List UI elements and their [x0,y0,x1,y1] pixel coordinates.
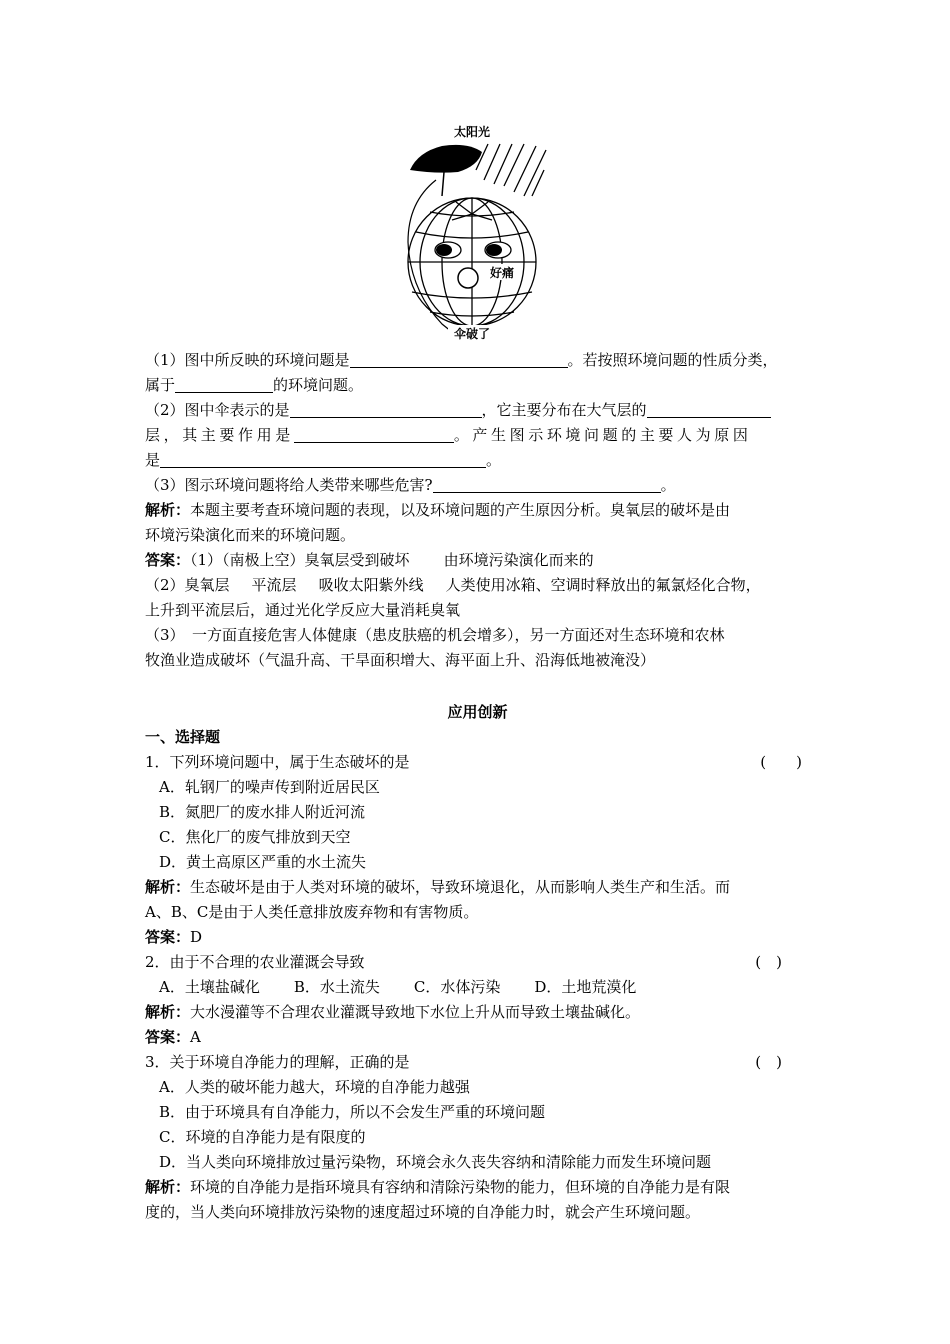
mcq-3-analysis-line-1 [145,1175,810,1200]
mcq-3-option-b[interactable]: B．由于环境具有自净能力，所以不会发生严重的环境问题 [159,1103,546,1121]
mcq-1-answer-paren[interactable]: ( ) [760,753,802,771]
analysis-text: 本题主要考查环境问题的表现，以及环境问题的产生原因分析。臭氧层的破坏是由 [190,501,731,519]
q2-text-cont: ，它主要分布在大气层的 [481,401,647,419]
q2-blank-1[interactable] [290,400,482,418]
mcq-1-option-d[interactable]: D．黄土高原区严重的水土流失 [159,853,367,871]
answer-2-cont: 上升到平流层后，通过光化学反应大量消耗臭氧 [145,601,461,619]
figure-top-label: 太阳光 [453,125,491,139]
answer-label: 答案： [145,928,191,946]
mcq-2-option-a[interactable]: A．土壤盐碱化 [159,978,260,996]
document-body [145,348,810,1225]
mcq-2-option-b[interactable]: B．水土流失 [293,978,380,996]
answer-1a: （1）（南极上空）臭氧层受到破坏 [190,551,410,569]
q2-text-5: 。 [486,451,502,469]
analysis-text-2: 环境污染演化而来的环境问题。 [145,526,356,544]
section-title: 应用创新 [447,703,508,721]
mcq-3-stem-text: 3．关于环境自净能力的理解，正确的是 [145,1053,410,1071]
q2-text-3: 。产生图示环境问题的主要人为原因 [453,426,752,444]
q1-line-2 [145,373,810,398]
part1-analysis-line-1 [145,498,810,523]
answer-3: （3） 一方面直接危害人体健康（患皮肤癌的机会增多），另一方面还对生态环境和农林 [145,626,725,644]
mcq-2-option-d[interactable]: D．土地荒漠化 [534,978,637,996]
figure-bottom-label: 伞破了 [453,327,491,341]
q1-blank-2[interactable] [175,375,273,393]
q1-text-3: 的环境问题。 [273,376,364,394]
answer-2c: 吸收太阳紫外线 [318,576,424,594]
part1-answer-line-3 [145,598,810,623]
answer-1b: 由环境污染演化而来的 [443,551,594,569]
mcq-2-analysis-text: 大水漫灌等不合理农业灌溉导致地下水位上升从而导致土壤盐碱化。 [190,1003,641,1021]
mcq-2-analysis [145,1000,810,1025]
q1-text: （1）图中所反映的环境问题是 [145,351,350,369]
mcq-1-option-b[interactable]: B．氮肥厂的废水排人附近河流 [159,803,366,821]
mcq-1-analysis-text: 生态破坏是由于人类对环境的破坏，导致环境退化，从而影响人类生产和生活。而 [190,878,731,896]
mcq-1-stem-text: 1．下列环境问题中，属于生态破坏的是 [145,753,410,771]
analysis-label: 解析： [145,878,191,896]
answer-3-cont: 牧渔业造成破坏（气温升高、干旱面积增大、海平面上升、沿海低地被淹没） [145,651,656,669]
mcq-1-answer-value: D [190,928,203,946]
answer-label: 答案： [145,1028,191,1046]
mcq-3-analysis-text: 环境的自净能力是指环境具有容纳和清除污染物的能力，但环境的自净能力是有限 [190,1178,731,1196]
mcq-1-analysis-line-2: A、B、C是由于人类任意排放废弃物和有害物质。 [145,903,479,921]
analysis-label: 解析： [145,1003,191,1021]
q3-line [145,473,810,498]
q3-end: 。 [660,476,676,494]
part1-answer-line-5 [145,648,810,673]
q2-line-3 [145,448,810,473]
part1-answer-line-1 [145,548,810,573]
q2-line-2 [145,423,810,448]
q2-text-4: 是 [145,451,161,469]
q1-blank-1[interactable] [350,350,568,368]
mcq-1-answer [145,925,810,950]
answer-2b: 平流层 [251,576,297,594]
mcq-1-option-c[interactable]: C．焦化厂的废气排放到天空 [159,828,351,846]
mcq-3-option-d[interactable]: D．当人类向环境排放过量污染物，环境会永久丧失容纳和清除能力而发生环境问题 [159,1153,712,1171]
mcq-1-option-a[interactable]: A．轧钢厂的噪声传到附近居民区 [159,778,380,796]
mcq-2-answer-value: A [190,1028,201,1046]
q2-blank-2[interactable] [647,400,771,418]
figure-speech: 好痛 [489,266,515,280]
globe-icon [408,198,536,326]
q1-text-2: 属于 [145,376,176,394]
mcq-2-answer [145,1025,810,1050]
mcq-2-option-c[interactable]: C．水体污染 [413,978,501,996]
part1-analysis-line-2 [145,523,810,548]
q1-text-cont: 。若按照环境问题的性质分类， [567,351,778,369]
ozone-umbrella-figure [396,122,548,344]
analysis-label: 解析： [145,501,191,519]
analysis-label: 解析： [145,1178,191,1196]
q2-text: （2）图中伞表示的是 [145,401,290,419]
q2-line-1 [145,398,810,423]
q1-line-1 [145,348,810,373]
mouth [458,268,478,288]
q3-text: （3）图示环境问题将给人类带来哪些危害? [145,476,433,494]
mcq-3-option-a[interactable]: A．人类的破坏能力越大，环境的自净能力越强 [159,1078,470,1096]
mcq-2-answer-paren[interactable]: ( ) [755,953,782,971]
mcq-3-analysis-line-2: 度的，当人类向环境排放污染物的速度超过环境的自净能力时，就会产生环境问题。 [145,1203,701,1221]
answer-2d: 人类使用冰箱、空调时释放出的氟氯烃化合物， [445,576,761,594]
q3-blank[interactable] [433,475,661,493]
mcq-2-stem [145,950,810,975]
mcq-1-stem [145,750,810,775]
answer-2a: （2）臭氧层 [145,576,230,594]
mcq-3-option-c[interactable]: C．环境的自净能力是有限度的 [159,1128,366,1146]
mcq-2-stem-text: 2．由于不合理的农业灌溉会导致 [145,953,365,971]
mcq-3-answer-paren[interactable]: ( ) [755,1053,782,1071]
mcq-3-stem [145,1050,810,1075]
q2-text-2: 层，其主要作用是 [145,426,294,444]
mcq-1-analysis-line-1 [145,875,810,900]
part1-answer-line-2 [145,573,810,598]
subsection-title: 一、选择题 [145,728,221,746]
mcq-2-options [145,975,810,1000]
sun-rays [476,144,546,196]
part1-answer-line-4 [145,623,810,648]
umbrella-icon [410,145,482,173]
q2-blank-4[interactable] [160,450,486,468]
q2-blank-3[interactable] [294,425,454,443]
answer-label: 答案： [145,551,191,569]
